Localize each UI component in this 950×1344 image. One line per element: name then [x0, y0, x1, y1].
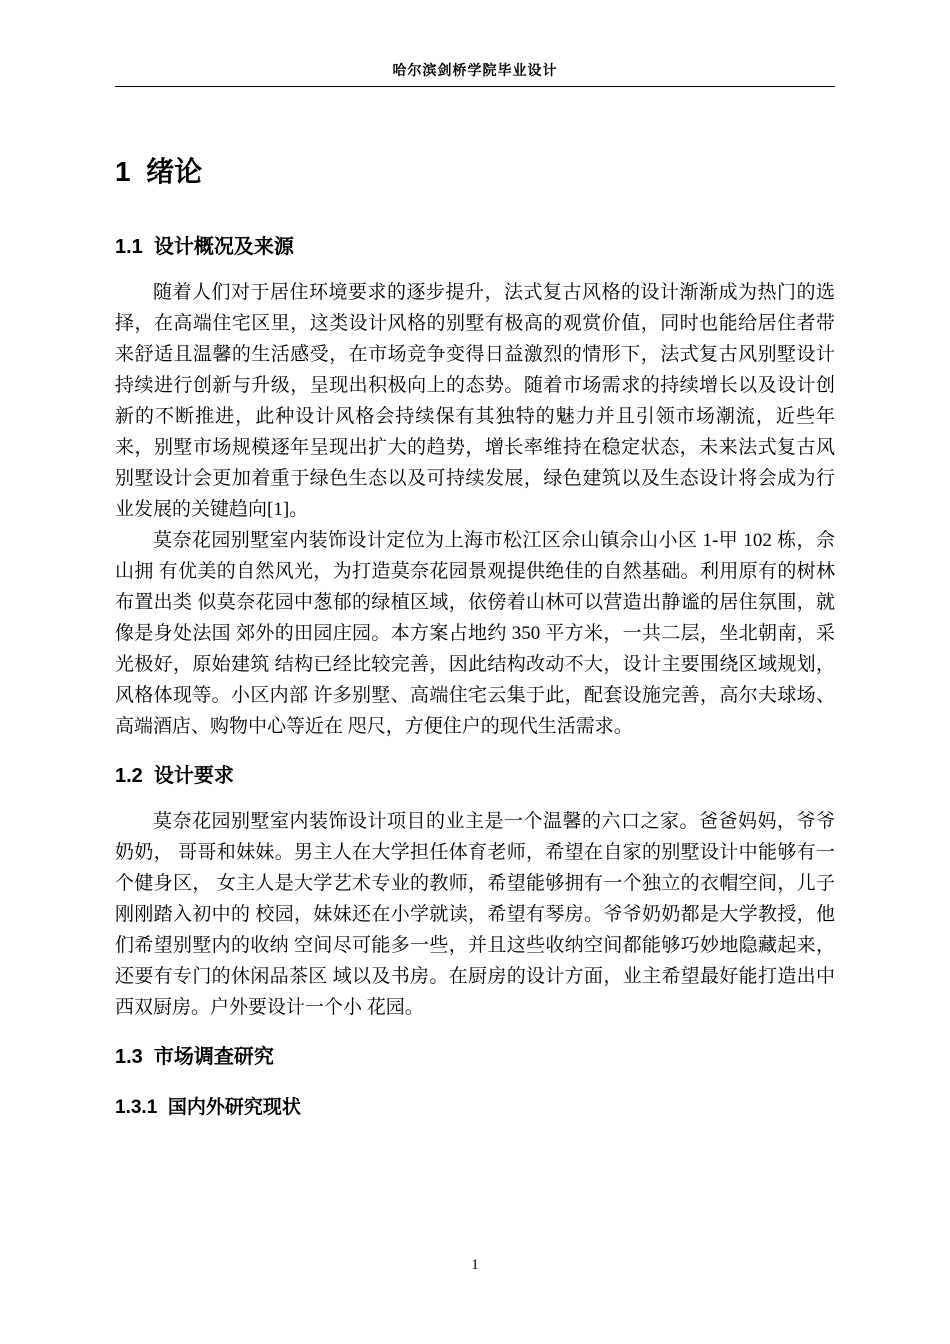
header-title: 哈尔滨剑桥学院毕业设计 [392, 64, 558, 79]
section-heading-1-2: 1.2 设计要求 [115, 764, 234, 787]
page-number: 1 [471, 1257, 479, 1273]
paragraph: 莫奈花园别墅室内装饰设计项目的业主是一个温馨的六口之家。爸爸妈妈，爷爷奶奶， 哥哥和妹妹。男主人在大学担任体育老师，希望在自家的别墅设计中能够有一个健身区， 女主人是大学艺术专业的教师，希望能够拥有一个独立的衣帽空间，儿子刚刚踏入初中的 校园，妹妹还在小学就读，希望有琴房。爷爷奶奶都是大学教授，他们希望别墅内的收纳 空间尽可能多一些，并且这些收纳空间都能够巧妙地隐藏起来，还要有专门的休闲品茶区 域以及书房。在厨房的设计方面，业主希望最好能打造出中西双厨房。户外要设计一个小 花园。 [115, 810, 835, 1018]
section-heading-1-3-1: 1.3.1 国内外研究现状 [115, 1096, 301, 1118]
chapter-heading: 1 绪论 [115, 156, 203, 187]
section-heading-1-3: 1.3 市场调查研究 [115, 1045, 274, 1068]
header-divider [115, 86, 835, 87]
paragraph: 随着人们对于居住环境要求的逐步提升，法式复古风格的设计渐渐成为热门的选择，在高端住宅区里，这类设计风格的别墅有极高的观赏价值，同时也能给居住者带来舒适且温馨的生活感受，在市场竞争变得日益激烈的情形下，法式复古风别墅设计持续进行创新与升级，呈现出积极向上的态势。随着市场需求的持续增长以及设计创新的不断推进，此种设计风格会持续保有其独特的魅力并且引领市场潮流，近些年来，别墅市场规模逐年呈现出扩大的趋势，增长率维持在稳定状态，未来法式复古风别墅设计会更加着重于绿色生态以及可持续发展，绿色建筑以及生态设计将会成为行业发展的关键趋向[1]。 [115, 281, 835, 520]
section-heading-1-1: 1.1 设计概况及来源 [115, 235, 294, 258]
page-footer [0, 1257, 950, 1274]
page-header [115, 60, 835, 86]
paragraph: 莫奈花园别墅室内装饰设计定位为上海市松江区佘山镇佘山小区 1-甲 102 栋，佘山拥 有优美的自然风光，为打造莫奈花园景观提供绝佳的自然基础。利用原有的树林布置出类 似莫奈花园中葱郁的绿植区域，依傍着山林可以营造出静谧的居住氛围，就像是身处法国 郊外的田园庄园。本方案占地约 350 平方米，一共二层，坐北朝南，采光极好，原始建筑 结构已经比较完善，因此结构改动不大，设计主要围绕区域规划，风格体现等。小区内部 许多别墅、高端住宅云集于此，配套设施完善，高尔夫球场、高端酒店、购物中心等近在 咫尺，方便住户的现代生活需求。 [115, 529, 835, 737]
